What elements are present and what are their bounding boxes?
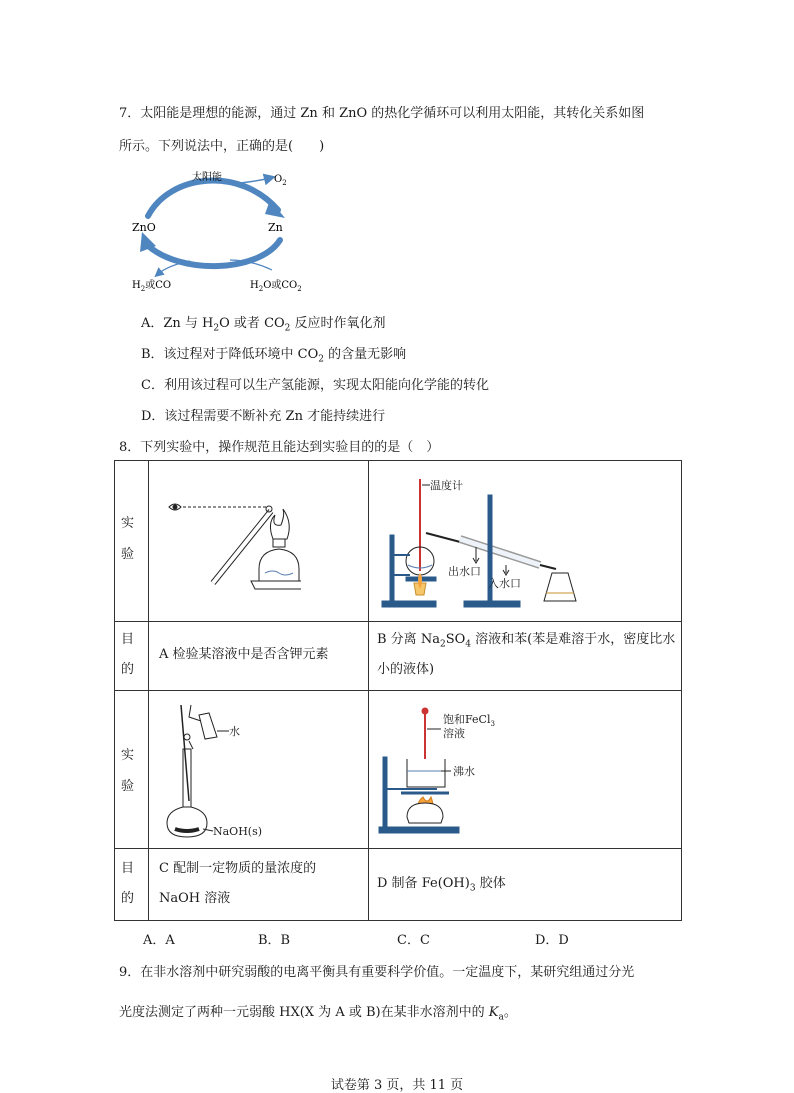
lower-cycle-arrow bbox=[146, 240, 280, 266]
upper-cycle-arrow bbox=[148, 181, 278, 216]
purpose-c-line2: NaOH 溶液 bbox=[159, 891, 231, 906]
q8-answer-c[interactable]: C．C bbox=[397, 933, 430, 948]
o2-label: $O_2$ bbox=[274, 174, 287, 187]
row-label-exp-2a: 实 bbox=[121, 748, 135, 763]
q7-option-b[interactable]: B．该过程对于降低环境中 $CO_2$ 的含量无影响 bbox=[141, 347, 407, 365]
water-inlet-label: 入水口 bbox=[488, 577, 521, 590]
thermometer-label: 温度计 bbox=[430, 479, 463, 492]
naoh-solid-label: NaOH(s) bbox=[213, 825, 263, 838]
table-row-divider-3 bbox=[115, 848, 681, 849]
page-footer: 试卷第 3 页，共 11 页 bbox=[330, 1078, 464, 1093]
ferric-hydroxide-colloid-apparatus bbox=[377, 705, 527, 835]
row-label-exp-1a: 实 bbox=[121, 516, 135, 531]
table-row-divider-2 bbox=[115, 690, 681, 691]
purpose-a: A 检验某溶液中是否含钾元素 bbox=[159, 647, 329, 662]
fecl3-solution-label: 溶液 bbox=[443, 727, 465, 740]
h2o-co2-label: $H_2O$或$CO_2$ bbox=[250, 280, 302, 293]
h2-co-label: $H_2$或CO bbox=[132, 280, 172, 293]
q7-option-c[interactable]: C．利用该过程可以生产氢能源，实现太阳能向化学能的转化 bbox=[141, 378, 489, 393]
zn-label: Zn bbox=[268, 221, 283, 234]
row-label-purpose-2b: 的 bbox=[121, 891, 135, 906]
q8-answer-a[interactable]: A．A bbox=[143, 933, 175, 948]
q8-stem: 8．下列实验中，操作规范且能达到实验目的的是（ ） bbox=[119, 440, 440, 455]
purpose-b-line1: B 分离 $Na_2SO_4$ 溶液和苯(苯是难溶于水，密度比水 bbox=[377, 632, 676, 650]
water-label: 水 bbox=[229, 725, 240, 738]
purpose-d: D 制备 $Fe(OH)_3$ 胶体 bbox=[377, 876, 506, 894]
volumetric-flask-apparatus bbox=[159, 701, 299, 841]
distillation-apparatus bbox=[380, 475, 590, 615]
purpose-b-line2: 小的液体) bbox=[377, 662, 435, 677]
zn-cycle-diagram bbox=[120, 160, 330, 300]
q9-stem-line2: 光度法测定了两种一元弱酸 HX(X 为 A 或 B)在某非水溶剂中的 $K_a$。 bbox=[119, 1005, 517, 1023]
row-label-purpose-1a: 目 bbox=[121, 632, 135, 647]
q9-stem-line1: 9．在非水溶剂中研究弱酸的电离平衡具有重要科学价值。一定温度下，某研究组通过分光 bbox=[119, 965, 635, 980]
solar-label: 太阳能 bbox=[192, 172, 222, 183]
q7-option-a[interactable]: A．Zn 与 $H_2O$ 或者 $CO_2$ 反应时作氧化剂 bbox=[141, 316, 386, 334]
q7-stem-line1: 7．太阳能是理想的能源，通过 Zn 和 ZnO 的热化学循环可以利用太阳能，其转化关系如图 bbox=[119, 106, 645, 121]
row-label-exp-2b: 验 bbox=[121, 779, 135, 794]
q7-option-d[interactable]: D．该过程需要不断补充 Zn 才能持续进行 bbox=[141, 409, 386, 424]
boiling-water-label: 沸水 bbox=[453, 765, 475, 778]
water-outlet-label: 出水口 bbox=[448, 565, 481, 578]
q8-answer-b[interactable]: B．B bbox=[258, 933, 291, 948]
purpose-c-line1: C 配制一定物质的量浓度的 bbox=[159, 861, 317, 876]
fecl3-label: 饱和FeCl$_3$ bbox=[443, 713, 495, 728]
zno-label: ZnO bbox=[132, 221, 156, 234]
table-row-divider-1 bbox=[115, 621, 681, 622]
row-label-exp-1b: 验 bbox=[121, 547, 135, 562]
flame-test-apparatus bbox=[161, 495, 301, 615]
row-label-purpose-1b: 的 bbox=[121, 662, 135, 677]
q8-answer-d[interactable]: D．D bbox=[535, 933, 569, 948]
q7-stem-line2: 所示。下列说法中，正确的是( ) bbox=[119, 139, 325, 154]
row-label-purpose-2a: 目 bbox=[121, 861, 135, 876]
q8-experiment-table bbox=[114, 460, 682, 921]
